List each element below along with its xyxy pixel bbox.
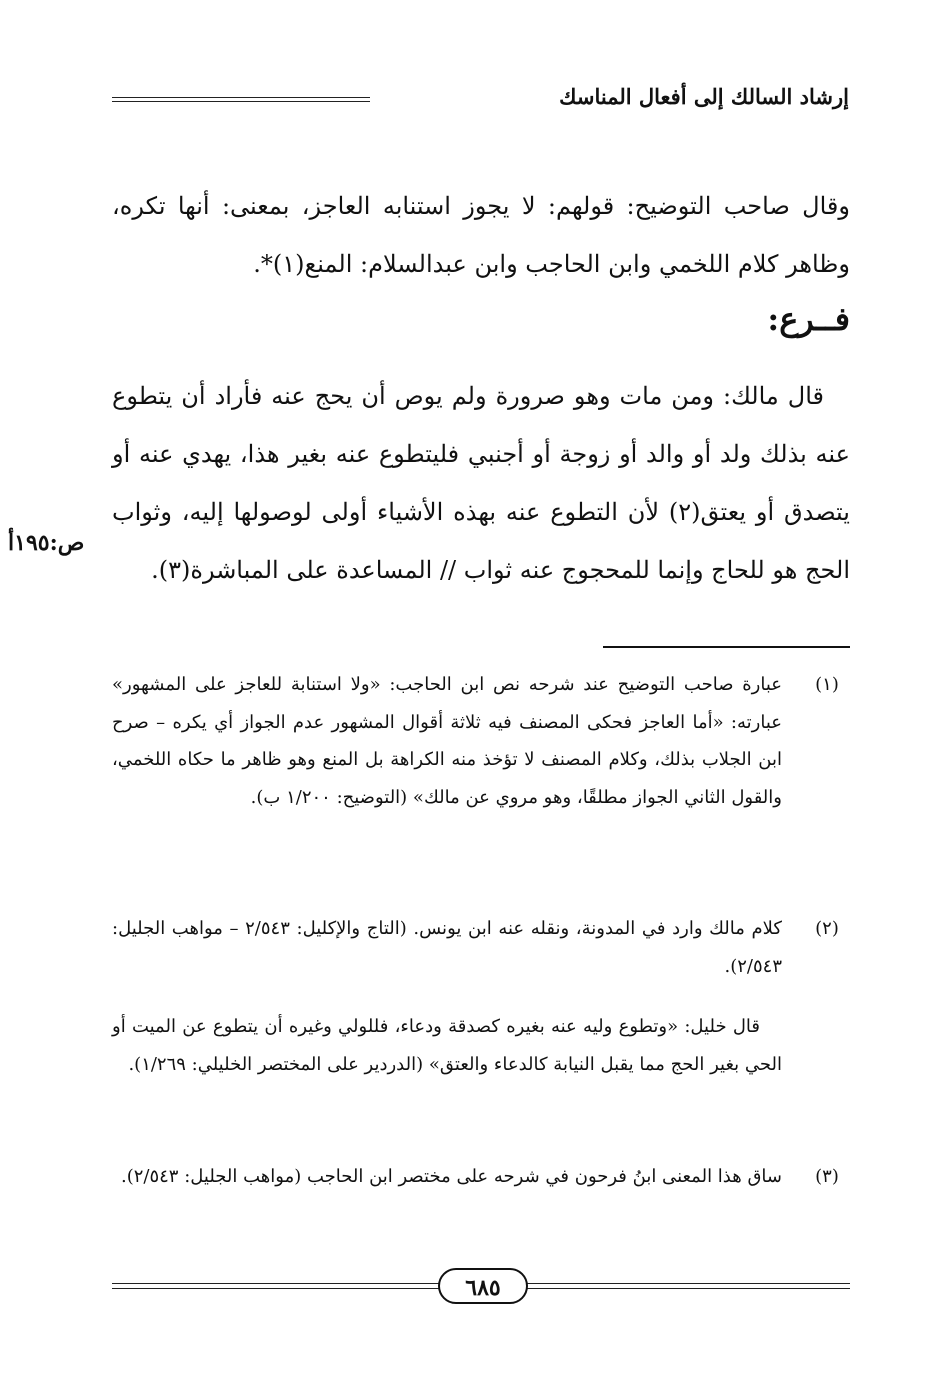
footnote-number: (٣) xyxy=(815,1166,839,1187)
margin-folio-reference: ص:١٩٥أ xyxy=(8,530,85,556)
footer-rule xyxy=(112,1283,442,1284)
running-header-title: إرشاد السالك إلى أفعال المناسك xyxy=(559,84,849,109)
page-number: ٦٨٥ xyxy=(438,1268,528,1304)
footnote-number: (٢) xyxy=(815,918,839,939)
footnote-3 xyxy=(112,1158,850,1196)
footnote-number: (١) xyxy=(815,674,839,695)
footnote-2 xyxy=(112,910,850,985)
footnote-2-continuation: قال خليل: «وتطوع وليه عنه بغيره كصدقة ودعاء، فللولي وغيره أن يتطوع عن الميت أو الحي بغير الحج مما يقبل النيابة كالدعاء والعتق» (الدردير على المختصر الخليلي: ١/٢٦٩). xyxy=(112,1016,782,1075)
footnote-text: عبارة صاحب التوضيح عند شرحه نص ابن الحاجب: «ولا استنابة للعاجز على المشهور» عبارته: «أما العاجز فحكى المصنف فيه ثلاثة أقوال المشهور عدم الجواز أي يكره – صرح ابن الجلاب بذلك، وكلام المصنف لا تؤخذ منه الكراهة بل المنع وهو ظاهر ما حكاه اللخمي، والقول الثاني الجواز مطلقًا، وهو مروي عن مالك» (التوضيح: ١/٢٠٠ ب). xyxy=(112,674,782,808)
footer-rule xyxy=(527,1283,850,1284)
footnote-separator xyxy=(603,646,850,648)
body-paragraph-1: وقال صاحب التوضيح: قولهم: لا يجوز استنابه العاجز، بمعنى: أنها تكره، وظاهر كلام اللخمي وابن الحاجب وابن عبدالسلام: المنع(١)*. xyxy=(112,192,850,278)
body-paragraph-2: قال مالك: ومن مات وهو صرورة ولم يوص أن يحج عنه فأراد أن يتطوع عنه بذلك ولد أو والد أو زوجة أو أجنبي فليتطوع عنه بغير هذا، يهدي عنه أو يتصدق أو يعتق(٢) لأن التطوع عنه بهذه الأشياء أولى لوصولها إليه، وثواب الحج هو للحاج وإنما للمحجوج عنه ثواب // المساعدة على المباشرة(٣). xyxy=(112,382,850,584)
section-heading: فــرع: xyxy=(767,300,850,338)
header-rule xyxy=(112,101,370,102)
footnote-text: ساق هذا المعنى ابنُ فرحون في شرحه على مختصر ابن الحاجب (مواهب الجليل: ٢/٥٤٣). xyxy=(120,1166,782,1187)
footer-rule xyxy=(527,1288,850,1289)
footer-rule xyxy=(112,1288,442,1289)
header-rule xyxy=(112,97,370,98)
footnote-1 xyxy=(112,666,850,816)
footnote-text: كلام مالك وارد في المدونة، ونقله عنه ابن يونس. (التاج والإكليل: ٢/٥٤٣ – مواهب الجليل: ٢/٥٤٣). xyxy=(112,918,782,977)
